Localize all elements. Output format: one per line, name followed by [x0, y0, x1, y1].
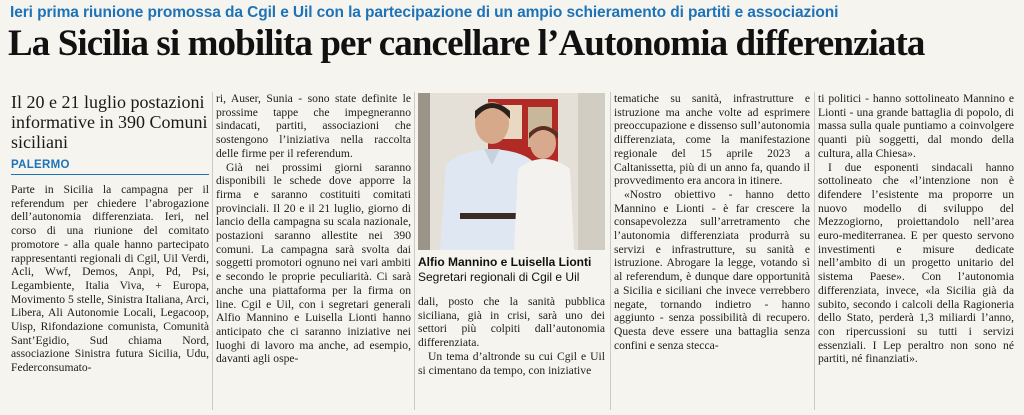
column-3-paragraph-2: Un tema d’altronde su cui Cgil e Uil si cimentano da tempo, con iniziative — [418, 349, 605, 377]
column-3-paragraph-1: dali, posto che la sanità pubblica siciliana, già in crisi, sarà uno dei settori più colpiti dall’autonomia differenziata. — [418, 295, 605, 350]
article-dateline: PALERMO — [11, 159, 70, 171]
column-2 — [216, 92, 411, 366]
column-1 — [11, 183, 209, 375]
column-4-paragraph-1: tematiche su sanità, infrastrutture e istruzione ma anche volte ad esprimere preoccupazione e dissenso sull’autonomia differenziata, come la manifestazione regionale del 15 aprile 2023 a Caltanissetta, più di un anno fa, quando il provvedimento era ancora in itinere. — [614, 92, 810, 188]
article-kicker: Ieri prima riunione promossa da Cgil e Uil con la partecipazione di un ampio schieramento di partiti e associazioni — [10, 4, 839, 21]
column-3 — [418, 295, 605, 377]
column-5 — [818, 92, 1014, 366]
article-subhead: Il 20 e 21 luglio postazioni informative in 390 Comuni siciliani — [11, 92, 208, 152]
photo-caption-names: Alfio Mannino e Luisella Lionti — [418, 255, 592, 269]
column-2-paragraph-2: Già nei prossimi giorni saranno disponibili le schede dove apporre la firma e saranno costituiti comitati provinciali. Il 20 e il 21 luglio, giorno di lancio della campagna su scala nazionale, postazioni saranno allestite nei 390 comuni. La campagna sarà svolta dai soggetti promotori ognuno nei vari ambiti e secondo le proprie peculiarità. Ci sarà anche una piattaforma per la firma on line. Cgil e Uil, con i segretari generali Alfio Mannino e Luisella Lionti hanno anticipato che ci saranno iniziative nei luoghi di lavoro ma anche, ad esempio, davanti agli ospe- — [216, 160, 411, 366]
photo-illustration — [418, 93, 605, 250]
column-1-paragraph-1: Parte in Sicilia la campagna per il referendum per chiedere l’abrogazione dell’autonomia differenziata. Ieri, nel corso di una riunione del comitato promotore - alla quale hanno partecipato rappresentanti regionali di Cgil, Uil Verdi, Acli, Wwf, Demos, Anpi, Pd, Psi, Legambiente, Italia Viva, + Europa, Movimento 5 stelle, Sinistra Italiana, Arci, Libera, Ali Autonomie Locali, Legacoop, Uisp, Rifondazione comunista, Comunità Sant’Egidio, Sud chiama Nord, associazione Sinistra futura Sicilia, Udu, Federconsumato- — [11, 183, 209, 375]
column-4 — [614, 92, 810, 352]
column-divider-2 — [414, 92, 415, 410]
column-5-paragraph-2: I due esponenti sindacali hanno sottolineato che «l’intenzione non è difendere l’esistente ma proporre un nuovo modello di sviluppo del Mezzogiorno, proiettandolo nell’area euro-mediterranea. E per questo servono investimenti e misure dedicate nell’ambito di un progetto unitario del sistema Paese». Con l’autonomia differenziata, invece, «la Sicilia già da subito, secondo i calcoli della Ragioneria dello Stato, perderà 1,3 miliardi l’anno, con ripercussioni su tutti i servizi essenziali. I Lep peraltro non sono né partiti, né finanziati». — [818, 160, 1014, 366]
column-divider-3 — [610, 92, 611, 410]
article-headline: La Sicilia si mobilita per cancellare l’Autonomia differenziata — [8, 23, 925, 64]
column-divider-4 — [814, 92, 815, 410]
photo-caption-roles: Segretari regionali di Cgil e Uil — [418, 270, 580, 284]
column-divider-1 — [212, 92, 213, 410]
column-5-paragraph-1: ti politici - hanno sottolineato Mannino e Lionti - una grande battaglia di popolo, di massa sulla quale puntiamo a coinvolgere quanti più soggetti, dal mondo della cultura, alla Chiesa». — [818, 92, 1014, 160]
article-photo — [418, 93, 605, 250]
dateline-rule — [11, 174, 209, 175]
column-2-paragraph-1: ri, Auser, Sunia - sono state definite le prossime tappe che impegneranno sindacati, partiti, associazioni che sostengono l’iniziativa nella raccolta delle firme per il referendum. — [216, 92, 411, 160]
column-4-paragraph-2: «Nostro obiettivo - hanno detto Mannino e Lionti - è far crescere la consapevolezza sull’arretramento che l’autonomia differenziata produrrà su servizi e infrastrutture, su sanità e istruzione. Abrogare la legge, votando sì al referendum, è dunque dare opportunità a Sicilia e siciliani che invece verrebbero negate, tornando indietro - hanno aggiunto - senza possibilità di recupero. Questa deve essere una battaglia senza confini e senza stecca- — [614, 187, 810, 352]
